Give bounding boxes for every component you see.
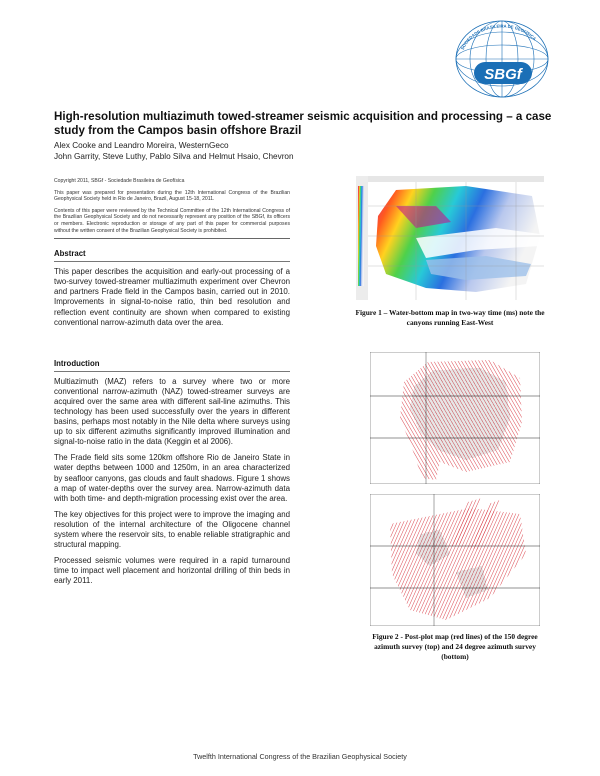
intro-paragraph-2: The Frade field sits some 120km offshore Rio de Janeiro State in water depths between 1000 and 1250m, in an area characterized by seafloor canyons, gas clouds and fault shadows. Figure 1 shows a map of water-depths over the survey area. Narrow-azimuth data with both time- and depth-migration processing exist over the area. — [54, 453, 290, 503]
introduction-heading: Introduction — [54, 359, 290, 372]
left-column — [54, 178, 290, 587]
authors-line-2: John Garrity, Steve Luthy, Pablo Silva and Helmut Hsaio, Chevron — [54, 152, 294, 161]
figure-2-caption: Figure 2 - Post-plot map (red lines) of the 150 degree azimuth survey (top) and 24 degree azimuth survey (bottom) — [372, 632, 538, 661]
front-matter-divider — [54, 238, 290, 239]
svg-text:SOCIEDADE BRASILEIRA DE GEOFÍS — [460, 23, 538, 50]
intro-paragraph-3: The key objectives for this project were to improve the imaging and resolution of the internal architecture of the Oligocene channel system where the reservoir sits, to enable reliable stratigraphic and structural mapping. — [54, 509, 290, 550]
figure-1-water-bottom-map — [356, 176, 544, 300]
intro-paragraph-4: Processed seismic volumes were required in a rapid turnaround time to impact well placement and horizontal drilling of thin beds in early 2011. — [54, 556, 290, 586]
page-footer: Twelfth International Congress of the Brazilian Geophysical Society — [193, 752, 407, 761]
figure-2-bottom-postplot-24 — [370, 494, 540, 626]
logo-text: SBGf — [484, 66, 522, 83]
reviewed-notice: Contents of this paper were reviewed by the Technical Committee of the 12th International Congress of the Brazilian Geophysical Society and do not necessarily represent any position of the SBGf, its officers or members. Electronic reproduction or storage of any part of this paper for commercial purposes without the written consent of the Brazilian Geophysical Society is prohibited. — [54, 207, 290, 234]
abstract-heading: Abstract — [54, 249, 290, 262]
figure-2-top-postplot-150 — [370, 352, 540, 484]
paper-title: High-resolution multiazimuth towed-streamer seismic acquisition and processing – a case study from the Campos basin offshore Brazil — [54, 110, 552, 137]
abstract-text: This paper describes the acquisition and early-out processing of a two-survey towed-streamer multiazimuth experiment over Chevron and partners Frade field in the Campos basin, carried out in 2010. Improvements in signal-to-noise ratio, thin bed resolution and reflection event continuity are shown when compared to existing conventional narrow-azimuth data over the area. — [54, 267, 290, 327]
sbgf-logo — [440, 14, 560, 104]
figure-1-caption: Figure 1 – Water-bottom map in two-way time (ms) note the canyons running East-West — [355, 308, 545, 327]
authors-line-1: Alex Cooke and Leandro Moreira, WesternGeco — [54, 141, 229, 150]
prepared-notice: This paper was prepared for presentation during the 12th International Congress of the Brazilian Geophysical Society held in Rio de Janeiro, Brazil, August 15-18, 2011. — [54, 189, 290, 203]
title-block — [54, 110, 554, 162]
copyright-notice: Copyright 2011, SBGf - Sociedade Brasileira de Geofísica — [54, 178, 185, 184]
logo-arc-text: SOCIEDADE BRASILEIRA DE GEOFÍSICA — [459, 23, 538, 51]
intro-paragraph-1: Multiazimuth (MAZ) refers to a survey where two or more conventional narrow-azimuth (NAZ) towed-streamer surveys are acquired over the same area with different sail-line azimuths. This technology has been used successfully over the years in different basins, perhaps most notably in the Nile delta where surveys using up to six different azimuths significantly improved illumination and signal-to-noise ratio in the data (Keggin et al 2006). — [54, 376, 290, 447]
